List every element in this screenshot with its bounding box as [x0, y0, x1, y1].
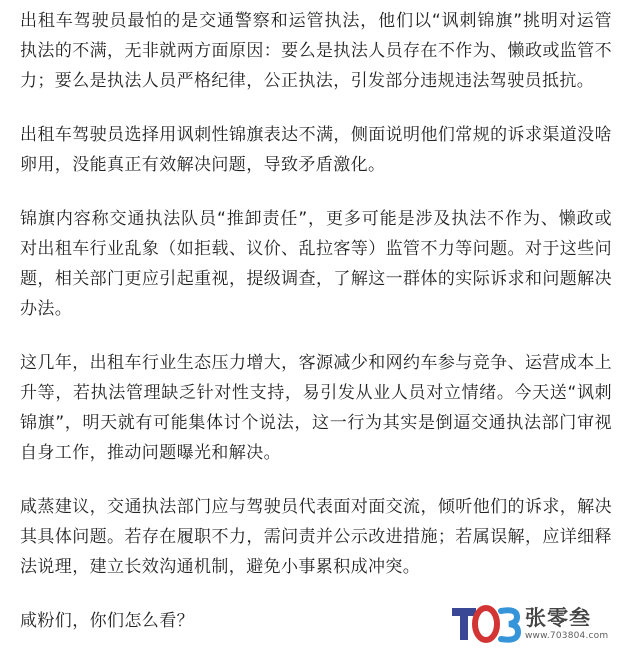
paragraph-5: 咸蒸建议，交通执法部门应与驾驶员代表面对面交流，倾听他们的诉求，解决其具体问题。若存在履职不力，需问责并公示改进措施；若属误解，应详细释法说理，建立长效沟通机制，避免小事累积成冲突。 [20, 497, 612, 577]
logo-digit-three [501, 610, 518, 639]
watermark-text [525, 606, 608, 642]
paragraph-1: 出租车驾驶员最怕的是交通警察和运管执法，他们以“讽刺锦旗”挑明对运管执法的不满，无非就两方面原因：要么是执法人员存在不作为、懒政或监管不力；要么是执法人员严格纪律，公正执法，引发部分违规违法驾驶员抵抗。 [20, 11, 612, 91]
logo-letter-t-stem [460, 608, 468, 640]
paragraph-3: 锦旗内容称交通执法队员“推卸责任”，更多可能是涉及执法不作为、懒政或对出租车行业乱象（如拒载、议价、乱拉客等）监管不力等问题。对于这些问题，相关部门更应引起重视，提级调查，了解这一群体的实际诉求和问题解决办法。 [20, 209, 612, 319]
paragraph-2: 出租车驾驶员选择用讽刺性锦旗表达不满，侧面说明他们常规的诉求渠道没啥卵用，没能真正有效解决问题，导致矛盾激化。 [20, 125, 612, 175]
site-watermark [451, 602, 619, 646]
paragraph-4: 这几年，出租车行业生态压力增大，客源减少和网约车参与竞争、运营成本上升等，若执法管理缺乏针对性支持，易引发从业人员对立情绪。今天送“讽刺锦旗”，明天就有可能集体讨个说法，这一行为其实是倒逼交通执法部门审视自身工作，推动问题曝光和解决。 [20, 353, 612, 463]
watermark-logo-icon [451, 602, 521, 646]
article-body [20, 6, 612, 636]
watermark-url: www.703804.com [525, 631, 609, 641]
paragraph-6: 咸粉们，你们怎么看？ [20, 611, 194, 631]
logo-digit-zero [475, 608, 497, 640]
watermark-name: 张零叁 [525, 606, 591, 630]
